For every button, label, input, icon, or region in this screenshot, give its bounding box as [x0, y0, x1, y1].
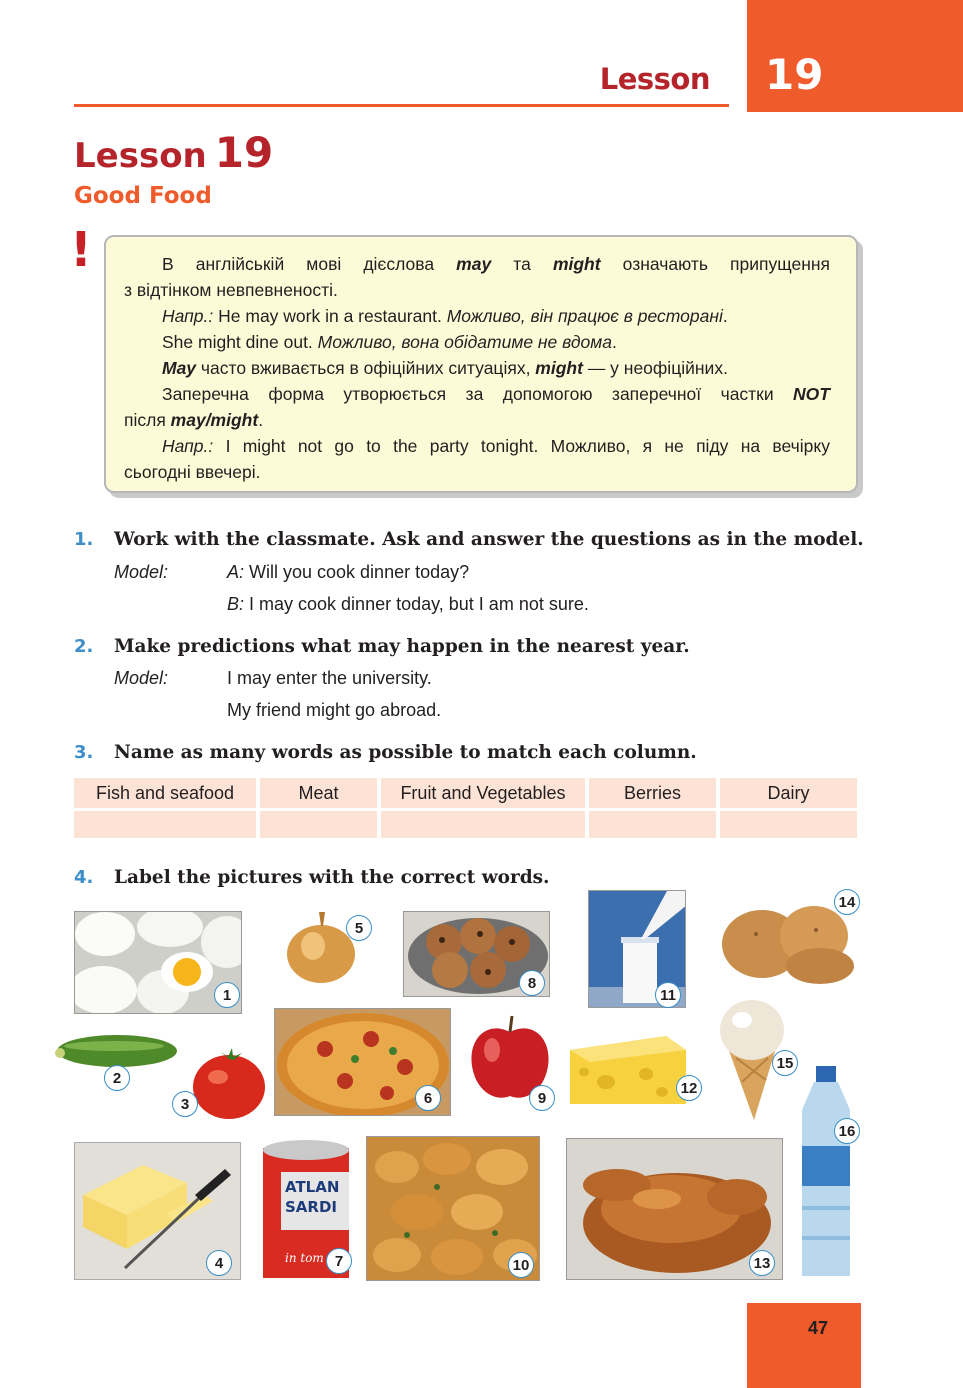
svg-text:ATLAN: ATLAN — [285, 1178, 340, 1196]
table-header-cell: Fish and seafood — [74, 778, 256, 808]
header-rule — [74, 104, 729, 107]
svg-text:SARDI: SARDI — [285, 1198, 337, 1216]
note-line: Напр.: I might not go to the party tonight. Можливо, я не піду на вечірку — [162, 436, 830, 456]
picture-label-3: 3 — [172, 1091, 198, 1117]
page-number-tab — [747, 1303, 861, 1388]
page-number: 47 — [808, 1318, 829, 1338]
task-2-model-label: Model: — [114, 668, 169, 688]
picture-label-6: 6 — [415, 1085, 441, 1111]
picture-label-4: 4 — [206, 1250, 232, 1276]
table-answer-cell[interactable] — [260, 808, 377, 838]
note-line: сьогодні ввечері. — [124, 462, 261, 482]
water-bottle-icon — [794, 1066, 858, 1282]
tomato-icon — [188, 1045, 270, 1123]
note-line: В англійській мові дієслова may та might означають припущення — [162, 254, 830, 274]
water-bottle-picture — [794, 1066, 858, 1282]
tomato-picture — [188, 1045, 270, 1123]
note-line: після may/might. — [124, 410, 264, 430]
cheese-picture — [566, 1030, 690, 1108]
picture-label-14: 14 — [834, 889, 860, 915]
food-categories-table — [70, 778, 861, 838]
note-line: She might dine out. Можливо, вона обідатиме не вдома. — [162, 332, 617, 352]
task-2-model-line-2: My friend might go abroad. — [227, 700, 442, 720]
picture-label-13: 13 — [749, 1250, 775, 1276]
header-lesson-word: Lesson — [599, 62, 710, 96]
grammar-note — [104, 235, 858, 493]
picture-label-5: 5 — [346, 915, 372, 941]
cheese-icon — [566, 1030, 690, 1108]
picture-label-9: 9 — [529, 1085, 555, 1111]
picture-label-16: 16 — [834, 1118, 860, 1144]
lesson-title-word: Lesson — [74, 136, 207, 176]
task-3-number: 3. — [74, 742, 94, 763]
table-answer-cell[interactable] — [381, 808, 585, 838]
lesson-title — [74, 128, 273, 177]
task-1-number: 1. — [74, 529, 94, 550]
task-1-model-label: Model: — [114, 562, 169, 582]
svg-text:in tom: in tom — [285, 1251, 324, 1265]
picture-label-7: 7 — [326, 1248, 352, 1274]
task-4-number: 4. — [74, 867, 94, 888]
table-answer-cell[interactable] — [74, 808, 256, 838]
task-2-number: 2. — [74, 636, 94, 657]
table-header-cell: Berries — [589, 778, 716, 808]
table-answer-cell[interactable] — [720, 808, 857, 838]
note-line: May часто вживається в офіційних ситуаціях, might — у неофіційних. — [162, 358, 728, 378]
header-lesson-number: 19 — [765, 50, 824, 99]
picture-label-15: 15 — [772, 1050, 798, 1076]
picture-label-12: 12 — [676, 1075, 702, 1101]
table-answer-cell[interactable] — [589, 808, 716, 838]
table-header-cell: Fruit and Vegetables — [381, 778, 585, 808]
task-3-text: Name as many words as possible to match each column. — [114, 742, 697, 763]
note-line: Напр.: He may work in a restaurant. Можливо, він працює в ресторані. — [162, 306, 728, 326]
task-2-model-line-1: I may enter the university. — [227, 668, 432, 688]
exclamation-mark: ! — [70, 222, 92, 278]
table-answer-row — [74, 808, 857, 838]
picture-label-8: 8 — [519, 970, 545, 996]
picture-label-1: 1 — [214, 982, 240, 1008]
task-1-model-line-b: B: I may cook dinner today, but I am not sure. — [227, 594, 589, 614]
task-4-text: Label the pictures with the correct words. — [114, 867, 550, 888]
table-header-cell: Meat — [260, 778, 377, 808]
task-1-text: Work with the classmate. Ask and answer the questions as in the model. — [114, 529, 864, 550]
picture-label-11: 11 — [655, 982, 681, 1008]
table-header-row — [74, 778, 857, 808]
table-header-cell: Dairy — [720, 778, 857, 808]
task-1-model-line-a: A: Will you cook dinner today? — [227, 562, 470, 582]
picture-label-10: 10 — [508, 1252, 534, 1278]
note-line: з відтінком невпевненості. — [124, 280, 338, 300]
picture-label-2: 2 — [104, 1065, 130, 1091]
lesson-title-number: 19 — [214, 128, 274, 177]
lesson-subtitle: Good Food — [74, 183, 212, 209]
note-line: Заперечна форма утворюється за допомогою заперечної частки NOT — [162, 384, 830, 404]
task-2-text: Make predictions what may happen in the nearest year. — [114, 636, 690, 657]
